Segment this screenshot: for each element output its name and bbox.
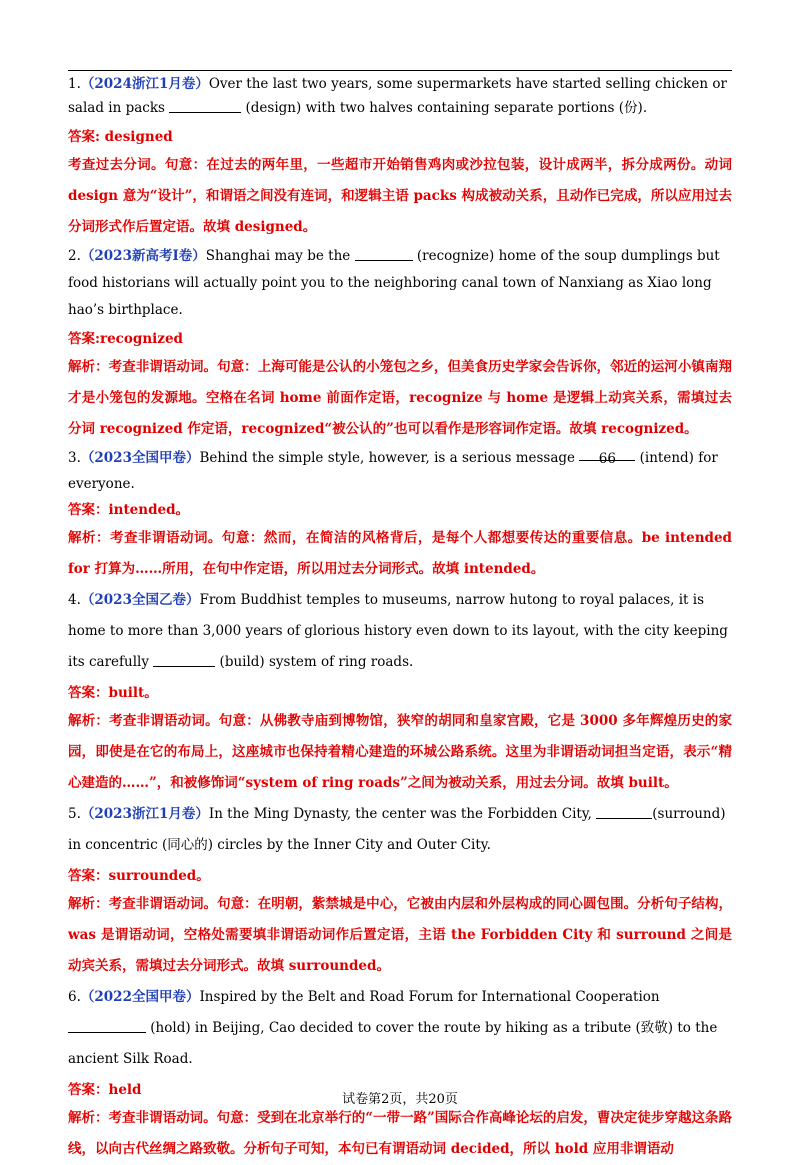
question-source: （2023全国甲卷） [80, 450, 200, 466]
question-1 [68, 72, 732, 243]
explanation-text: 解析：考查非谓语动词。句意：在明朝，紫禁城是中心，它被由内层和外层构成的同心圆包围。分析句子结构，was 是谓语动词，空格处需要填非谓语动词作后置定语，主语 the Forbidden City 和 surround 之间是动宾关系，需填过去分词形式。故填 surrounded。 [68, 896, 732, 974]
question-stem-post: (design) with two halves containing separate portions (份). [241, 100, 648, 116]
question-number: 1. [68, 76, 81, 92]
page-footer: 试卷第2页，共20页 [342, 1092, 458, 1107]
question-text [68, 799, 732, 861]
answer-blank[interactable]: 66 [579, 446, 635, 461]
question-4 [68, 585, 732, 799]
answer-blank[interactable] [68, 1018, 146, 1033]
question-source: （2023全国乙卷） [80, 592, 200, 608]
question-stem-pre: In the Ming Dynasty, the center was the Forbidden City, [208, 806, 597, 822]
question-stem-pre: From Buddhist temples to museums, narrow hutong to royal palaces, it is home to more than 3,000 years of glorious history even down to its layout, with the city keeping its carefully [68, 592, 728, 670]
question-source: （2022全国甲卷） [80, 989, 200, 1005]
question-stem-pre: Inspired by the Belt and Road Forum for International Cooperation [199, 989, 660, 1005]
answer-blank[interactable] [153, 652, 215, 667]
question-text [68, 243, 732, 324]
question-source: （2023浙江1月卷） [80, 806, 209, 822]
answer-line: 答案:recognized [68, 331, 183, 347]
question-3 [68, 445, 732, 585]
page-content [68, 72, 732, 1165]
answer-line: 答案：surrounded。 [68, 868, 210, 884]
question-stem-post: (recognize) home of the soup dumplings but food historians will actually point you to the neighboring canal town of Nanxiang as Xiao long hao’s birthplace. [68, 248, 720, 318]
explanation-text: 解析：考查非谓语动词。句意：然而，在简洁的风格背后，是每个人都想要传达的重要信息。be intended for 打算为……所用，在句中作定语，所以用过去分词形式。故填 intended。 [68, 530, 732, 577]
question-stem-post: (intend) for everyone. [68, 450, 718, 492]
question-number: 3. [68, 450, 81, 466]
explanation-text: 解析：考查非谓语动词。句意：从佛教寺庙到博物馆，狭窄的胡同和皇家宫殿，它是 3000 多年辉煌历史的家园，即使是在它的布局上，这座城市也保持着精心建造的环城公路系统。这里为非谓语动词担当定语，表示“精心建造的……”，和被修饰词“system of ring roads”之间为被动关系，用过去分词。故填 built。 [68, 713, 732, 791]
question-stem-pre: Over the last two years, some supermarkets have started selling chicken or salad in packs [68, 76, 727, 116]
question-5 [68, 799, 732, 982]
header-rule [68, 70, 732, 71]
explanation-text: 解析：考查非谓语动词。句意：上海可能是公认的小笼包之乡，但美食历史学家会告诉你，邻近的运河小镇南翔才是小笼包的发源地。空格在名词 home 前面作定语，recognize 与 home 是逻辑上动宾关系，需填过去分词 recognized 作定语，recognized“被公认的”也可以看作是形容词作定语。故填 recognized。 [68, 359, 732, 437]
answer-line: 答案：held [68, 1082, 142, 1098]
question-text [68, 982, 732, 1075]
question-stem-post: (build) system of ring roads. [215, 654, 414, 670]
question-number: 4. [68, 592, 81, 608]
answer-blank[interactable] [596, 804, 652, 819]
explanation-text: 解析：考查非谓语动词。句意：受到在北京举行的“一带一路”国际合作高峰论坛的启发，曹决定徒步穿越这条路线，以向古代丝绸之路致敬。分析句子可知，本句已有谓语动词 decided，所以 hold 应用非谓语动 [68, 1110, 732, 1157]
question-source: （2023新高考I卷） [80, 248, 206, 264]
question-stem-pre: Behind the simple style, however, is a serious message [199, 450, 580, 466]
answer-line: 答案：intended。 [68, 502, 190, 518]
answer-blank[interactable] [169, 98, 241, 113]
question-stem-post: (surround) in concentric (同心的) circles by the Inner City and Outer City. [68, 806, 726, 853]
question-number: 6. [68, 989, 81, 1005]
answer-blank[interactable] [355, 246, 413, 261]
question-number: 5. [68, 806, 81, 822]
question-text [68, 585, 732, 678]
question-text [68, 445, 732, 497]
question-source: （2024浙江1月卷） [80, 76, 209, 92]
question-stem-pre: Shanghai may be the [205, 248, 355, 264]
question-text [68, 72, 732, 120]
explanation-text: 考查过去分词。句意：在过去的两年里，一些超市开始销售鸡肉或沙拉包装，设计成两半，拆分成两份。动词 design 意为“设计”，和谓语之间没有连词，和逻辑主语 packs 构成被动关系，且动作已完成，所以应用过去分词形式作后置定语。故填 designed。 [68, 157, 732, 235]
question-2 [68, 243, 732, 445]
answer-line: 答案：built。 [68, 685, 158, 701]
question-number: 2. [68, 248, 81, 264]
question-6 [68, 982, 732, 1165]
answer-line: 答案: designed [68, 129, 173, 145]
question-stem-post: (hold) in Beijing, Cao decided to cover the route by hiking as a tribute (致敬) to the ancient Silk Road. [68, 1020, 718, 1067]
